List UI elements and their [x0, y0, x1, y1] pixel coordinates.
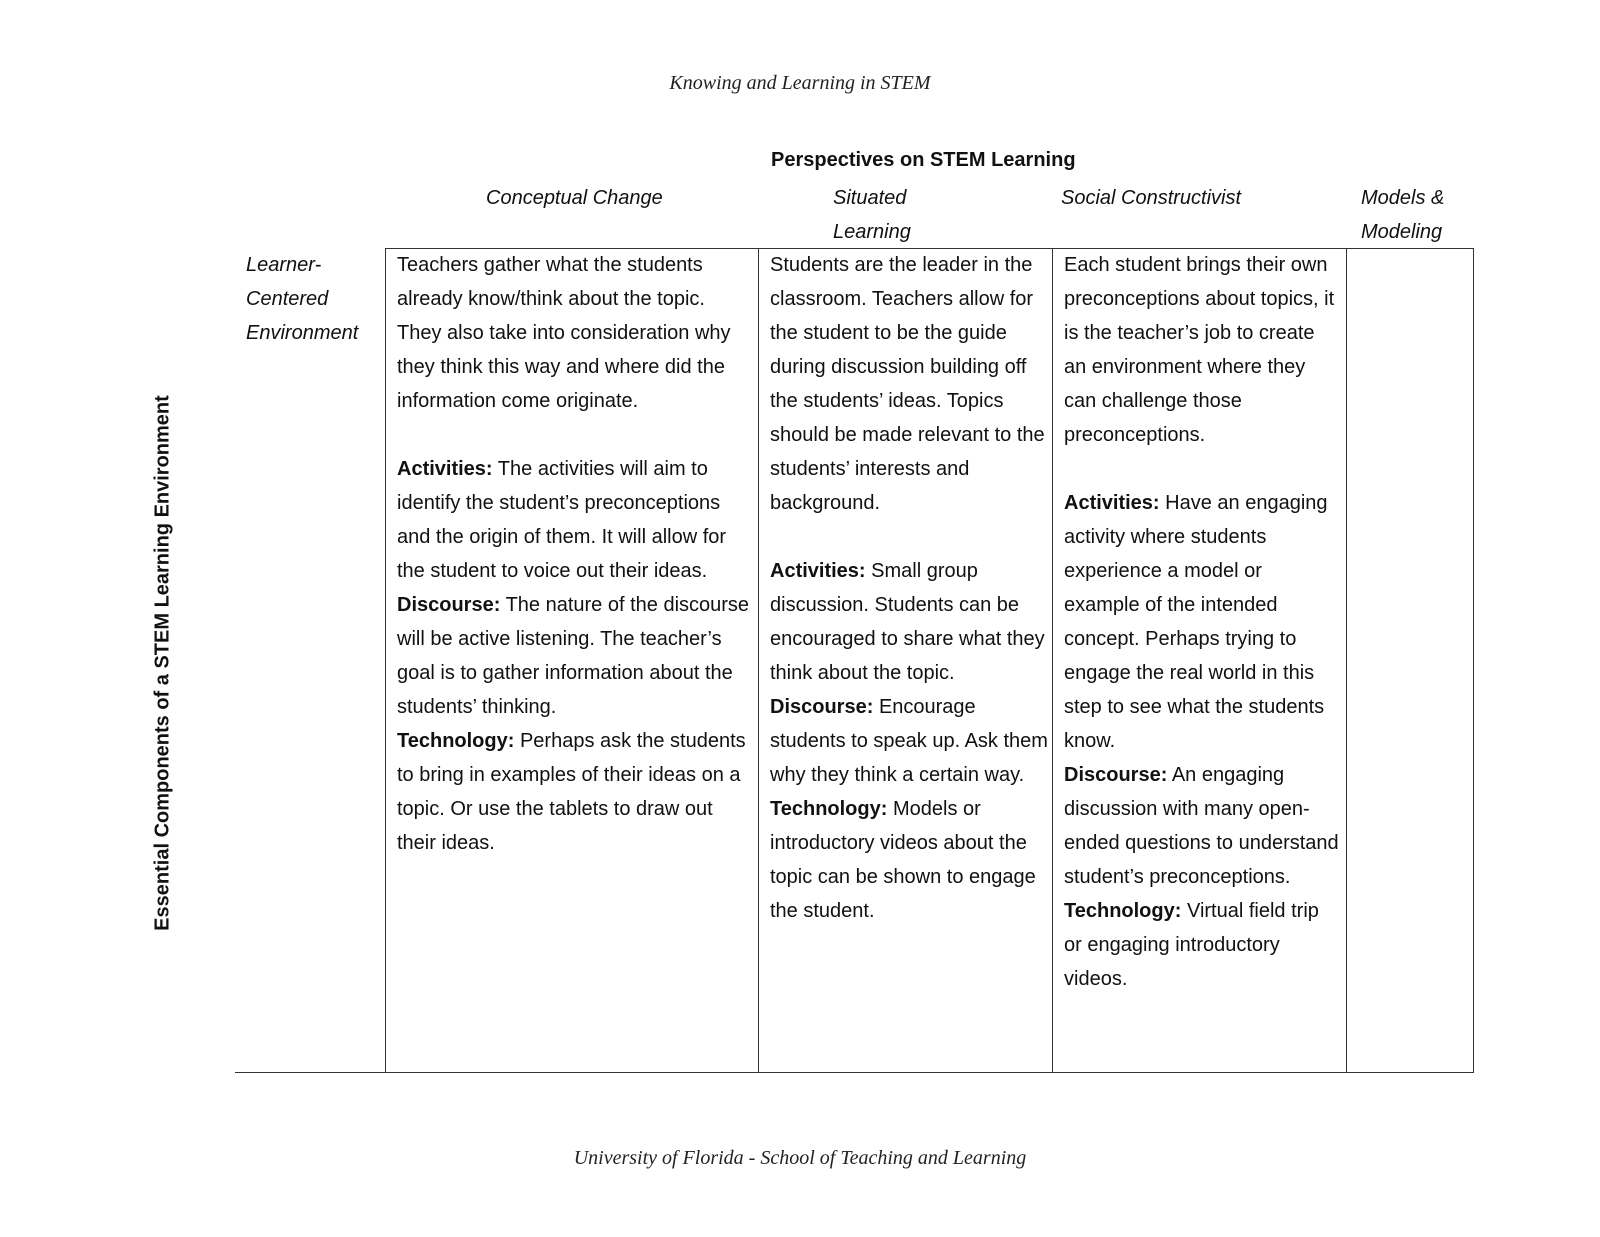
- cell-technology: [397, 724, 753, 860]
- column-header-conceptual-change: [486, 181, 663, 215]
- cell-intro: Teachers gather what the students already know/think about the topic. They also take into consideration why they think this way and where did the information come originate.: [397, 254, 731, 412]
- column-header-line: Learning: [833, 221, 911, 243]
- row-header-line: Centered: [246, 288, 329, 310]
- technology-text: Models or introductory videos about the topic can be shown to engage the student.: [770, 798, 1036, 922]
- column-header-models-modeling: [1361, 181, 1444, 249]
- technology-text: Perhaps ask the students to bring in examples of their ideas on a topic. Or use the tablets to draw out their ideas.: [397, 730, 746, 854]
- paragraph-gap: [1064, 452, 1342, 486]
- row-header-line: Learner-: [246, 254, 322, 276]
- side-axis-label: Essential Components of a STEM Learning Environment: [151, 395, 174, 931]
- cell-discourse: [1064, 758, 1342, 894]
- cell-intro: Students are the leader in the classroom. Teachers allow for the student to be the guide during discussion building off the students’ ideas. Topics should be made relevant to the students’ interests and background.: [770, 254, 1045, 514]
- column-header-line: Modeling: [1361, 221, 1443, 243]
- table-column-rule: [1473, 248, 1474, 1073]
- column-header-line: Models &: [1361, 187, 1445, 209]
- table-bottom-rule: [235, 1072, 1474, 1073]
- table-column-rule: [1052, 248, 1053, 1073]
- row-header-line: Environment: [246, 322, 359, 344]
- activities-text: Have an engaging activity where students experience a model or example of the intended concept. Perhaps trying to engage the real world in this step to see what the students know.: [1064, 492, 1328, 752]
- cell-activities: [770, 554, 1048, 690]
- column-header-line: Situated: [833, 187, 907, 209]
- discourse-label: Discourse:: [1064, 764, 1168, 786]
- cell-social-constructivist: [1064, 248, 1342, 996]
- cell-activities: [397, 452, 753, 588]
- column-header-label: Social Constructivist: [1061, 187, 1242, 209]
- discourse-label: Discourse:: [397, 594, 501, 616]
- discourse-text: An engaging discussion with many open-ended questions to understand student’s preconceptions.: [1064, 764, 1339, 888]
- table-title: Perspectives on STEM Learning: [771, 149, 1076, 171]
- cell-discourse: [770, 690, 1048, 792]
- technology-label: Technology:: [397, 730, 515, 752]
- activities-label: Activities:: [397, 458, 493, 480]
- cell-technology: [770, 792, 1048, 928]
- cell-technology: [1064, 894, 1342, 996]
- column-header-label: Conceptual Change: [486, 187, 663, 209]
- table-column-rule: [385, 248, 386, 1073]
- cell-situated-learning: [770, 248, 1048, 928]
- row-header-learner-centered: [246, 248, 358, 350]
- column-header-social-constructivist: [1061, 181, 1241, 215]
- activities-label: Activities:: [1064, 492, 1160, 514]
- technology-label: Technology:: [1064, 900, 1182, 922]
- discourse-text: Encourage students to speak up. Ask them why they think a certain way.: [770, 696, 1048, 786]
- paragraph-gap: [397, 418, 753, 452]
- cell-conceptual-change: [397, 248, 753, 860]
- activities-text: Small group discussion. Students can be encouraged to share what they think about the topic.: [770, 560, 1045, 684]
- paragraph-gap: [770, 520, 1048, 554]
- cell-activities: [1064, 486, 1342, 758]
- cell-discourse: [397, 588, 753, 724]
- running-header: Knowing and Learning in STEM: [669, 72, 931, 94]
- column-header-situated-learning: [833, 181, 911, 249]
- activities-label: Activities:: [770, 560, 866, 582]
- table-column-rule: [1346, 248, 1347, 1073]
- table-column-rule: [758, 248, 759, 1073]
- discourse-label: Discourse:: [770, 696, 874, 718]
- technology-text: Virtual field trip or engaging introductory videos.: [1064, 900, 1319, 990]
- activities-text: The activities will aim to identify the student’s preconceptions and the origin of them. It will allow for the student to voice out their ideas.: [397, 458, 727, 582]
- technology-label: Technology:: [770, 798, 888, 820]
- discourse-text: The nature of the discourse will be active listening. The teacher’s goal is to gather information about the students’ thinking.: [397, 594, 750, 718]
- running-footer: University of Florida - School of Teaching and Learning: [573, 1147, 1027, 1169]
- cell-intro: Each student brings their own preconceptions about topics, it is the teacher’s job to create an environment where they can challenge those preconceptions.: [1064, 254, 1335, 446]
